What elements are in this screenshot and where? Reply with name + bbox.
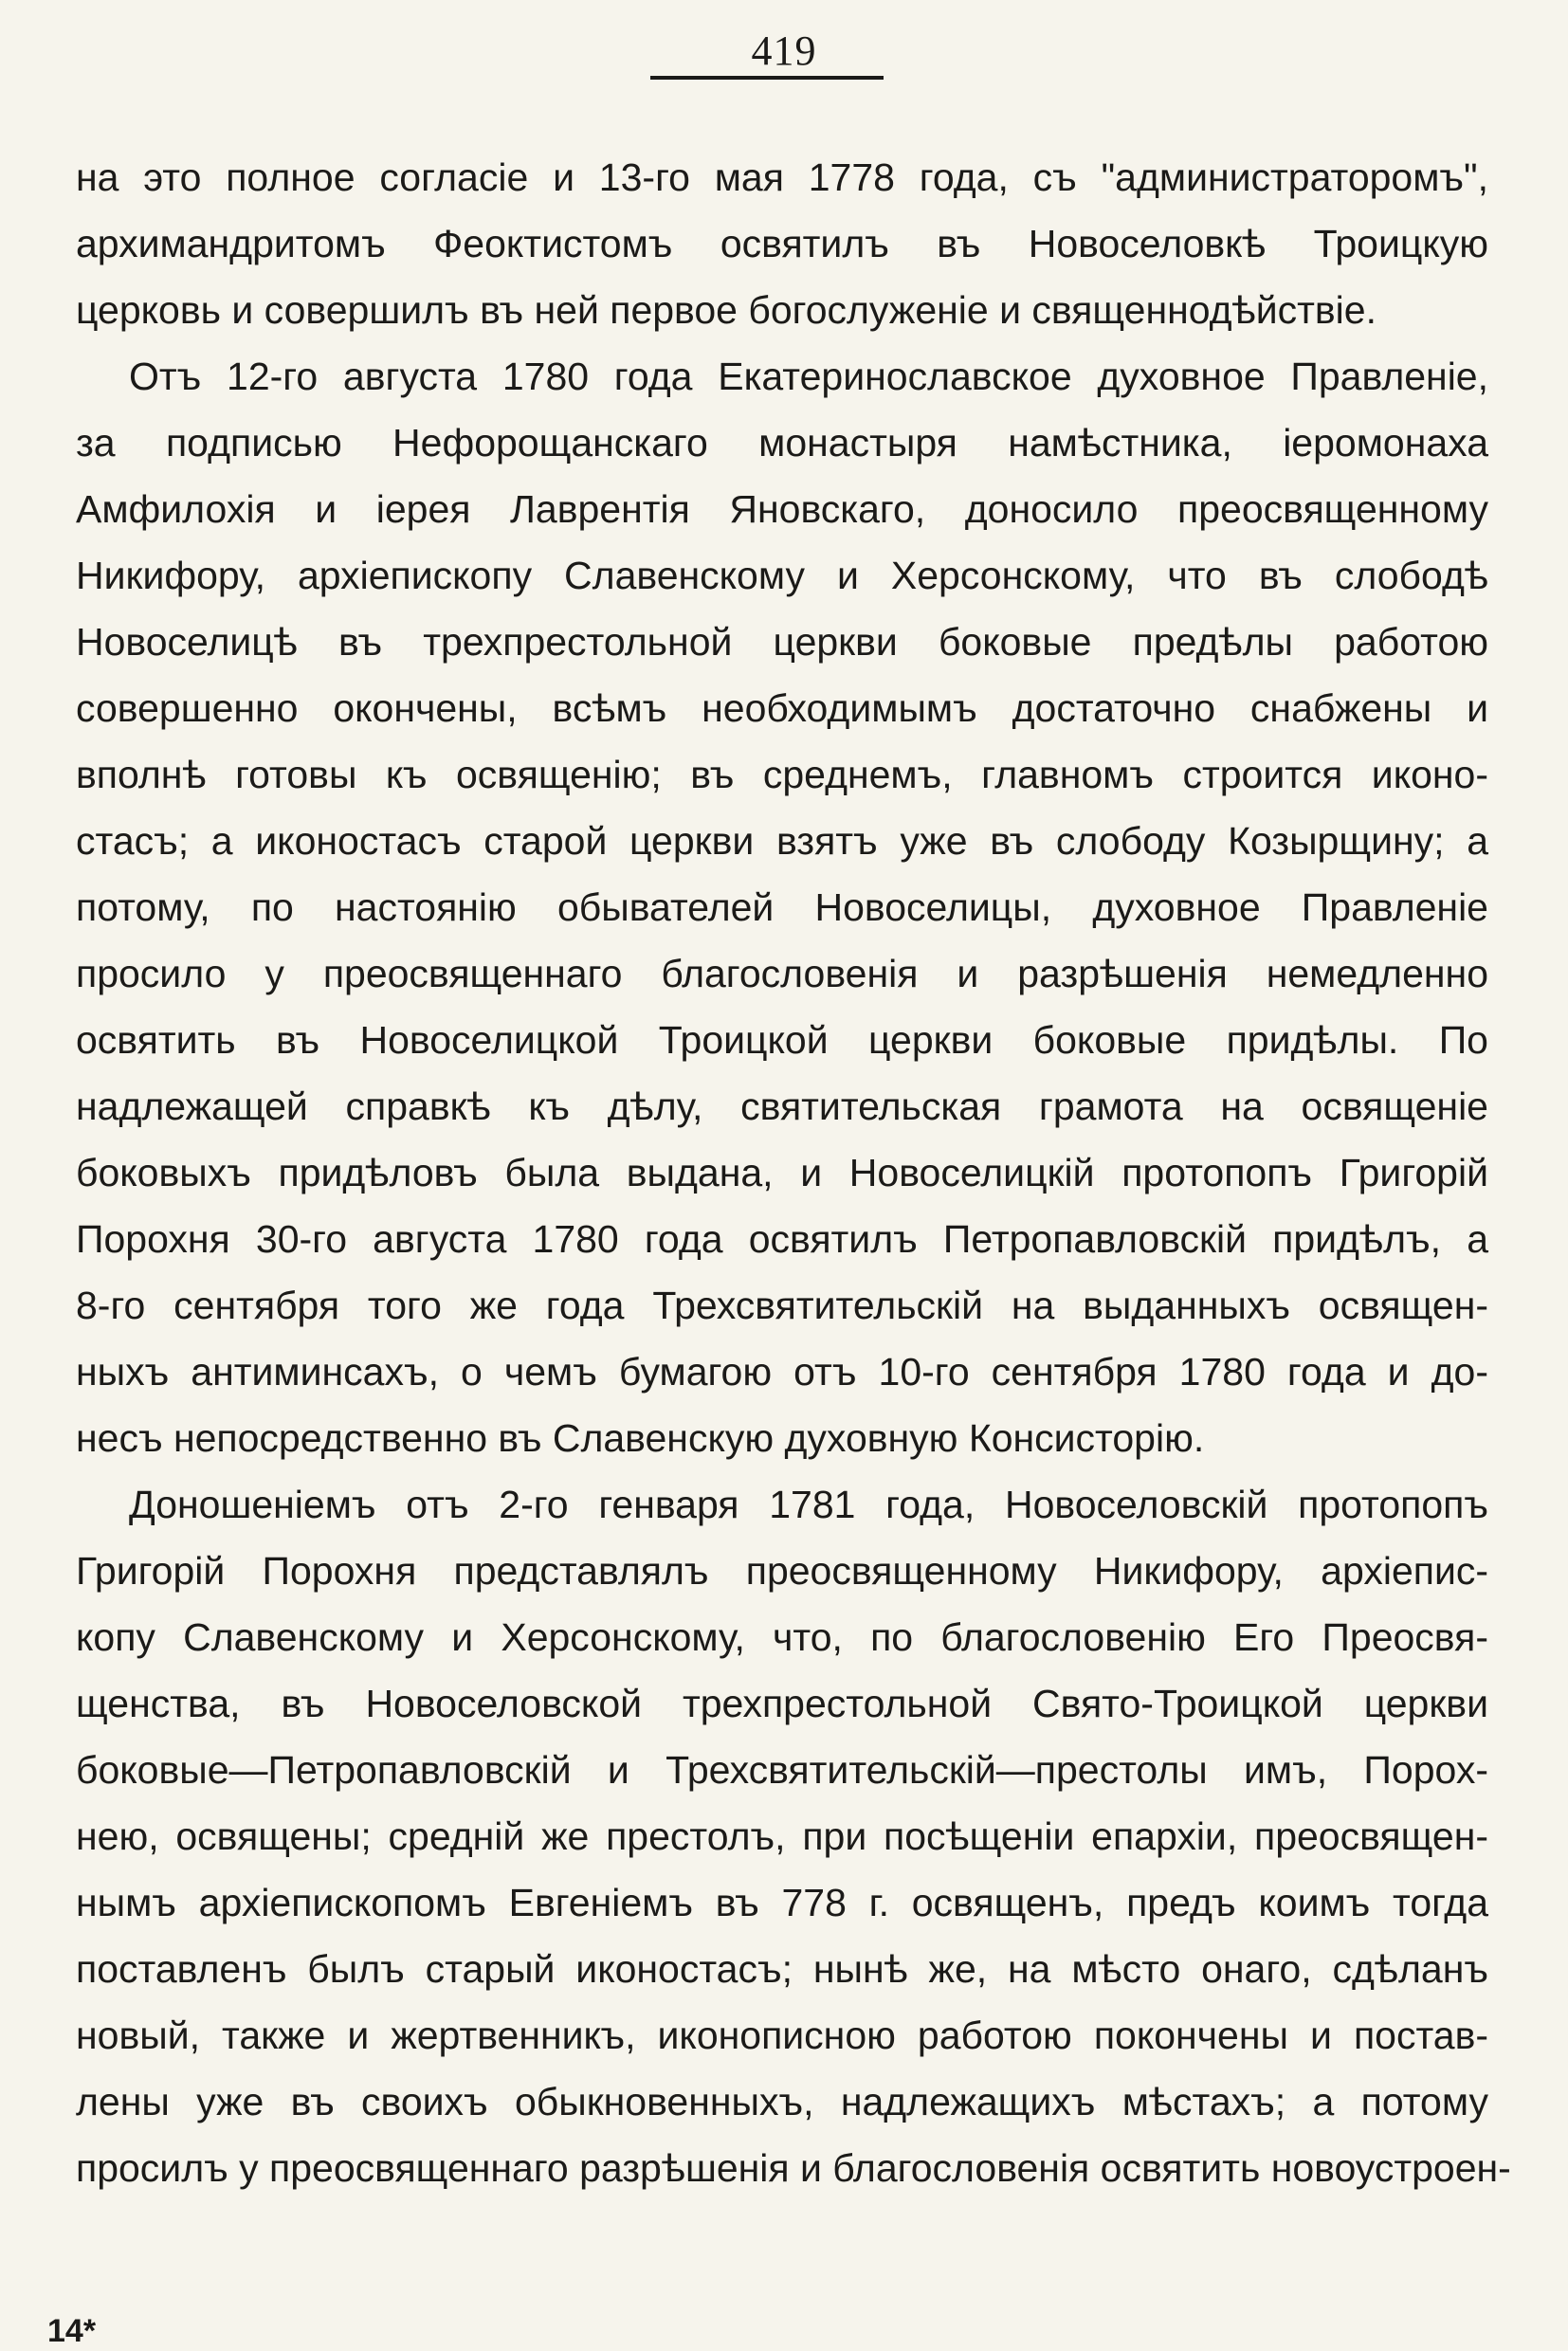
text-line: надлежащей справкѣ къ дѣлу, святительская грамота на освященіе — [76, 1084, 1488, 1128]
text-line: стасъ; а иконостасъ старой церкви взятъ уже въ слободу Козырщину; а — [76, 819, 1488, 863]
text-line: Григорій Порохня представлялъ преосвященному Никифору, архіепис- — [76, 1549, 1488, 1593]
text-line: поставленъ былъ старый иконостасъ; нынѣ же, на мѣсто онаго, сдѣланъ — [76, 1947, 1488, 1991]
text-line: боковые—Петропавловскій и Трехсвятительскій—престолы имъ, Порох- — [76, 1748, 1488, 1792]
body-text — [76, 144, 1511, 2201]
signature-mark: 14* — [47, 2313, 97, 2349]
text-line: несъ непосредственно въ Славенскую духовную Консисторію. — [76, 1416, 1205, 1460]
page-number: 419 — [751, 27, 817, 74]
text-line: просилъ у преосвященнаго разрѣшенія и благословенія освятить новоустроен- — [76, 2146, 1511, 2190]
text-line: совершенно окончены, всѣмъ необходимымъ достаточно снабжены и — [76, 686, 1488, 730]
text-line: 8-го сентября того же года Трехсвятительскій на выданныхъ освящен- — [76, 1284, 1488, 1327]
text-line: Амфилохія и іерея Лаврентія Яновскаго, доносило преосвященному — [76, 487, 1488, 531]
text-line: боковыхъ придѣловъ была выдана, и Новоселицкій протопопъ Григорій — [76, 1151, 1488, 1194]
text-line: нею, освящены; средній же престолъ, при посѣщеніи епархіи, преосвящен- — [76, 1814, 1488, 1858]
text-line: Никифору, архіепископу Славенскому и Херсонскому, что въ слободѣ — [76, 554, 1488, 597]
text-line: церковь и совершилъ въ ней первое богослуженіе и священнодѣйствіе. — [76, 288, 1377, 332]
text-line: освятить въ Новоселицкой Троицкой церкви боковые придѣлы. По — [76, 1018, 1488, 1062]
text-line: нымъ архіепископомъ Евгеніемъ въ 778 г. освященъ, предъ коимъ тогда — [76, 1881, 1488, 1924]
text-line: копу Славенскому и Херсонскому, что, по благословенію Его Преосвя- — [76, 1615, 1488, 1659]
text-line: на это полное согласіе и 13-го мая 1778 года, съ "администраторомъ", — [76, 155, 1488, 199]
text-line: Новоселицѣ въ трехпрестольной церкви боковые предѣлы работою — [76, 620, 1488, 664]
text-line: новый, также и жертвенникъ, иконописною работою покончены и постав- — [76, 2014, 1488, 2057]
text-line: щенства, въ Новоселовской трехпрестольной Свято-Троицкой церкви — [76, 1682, 1488, 1725]
paragraph-start-line: Отъ 12-го августа 1780 года Екатеринославское духовное Правленіе, — [129, 355, 1488, 398]
text-line: за подписью Нефорощанскаго монастыря намѣстника, іеромонаха — [76, 421, 1488, 465]
text-line: потому, по настоянію обывателей Новоселицы, духовное Правленіе — [76, 885, 1488, 929]
text-line: ныхъ антиминсахъ, о чемъ бумагою отъ 10-го сентября 1780 года и до- — [76, 1350, 1488, 1394]
text-line: архимандритомъ Феоктистомъ освятилъ въ Новоселовкѣ Троицкую — [76, 222, 1488, 265]
text-line: Порохня 30-го августа 1780 года освятилъ Петропавловскій придѣлъ, а — [76, 1217, 1488, 1261]
text-line: лены уже въ своихъ обыкновенныхъ, надлежащихъ мѣстахъ; а потому — [76, 2080, 1488, 2123]
paragraph-start-line: Доношеніемъ отъ 2-го генваря 1781 года, Новоселовскій протопопъ — [129, 1483, 1488, 1526]
text-line: просило у преосвященнаго благословенія и разрѣшенія немедленно — [76, 952, 1488, 995]
header-rule — [650, 76, 884, 80]
text-line: вполнѣ готовы къ освященію; въ среднемъ, главномъ строится иконо- — [76, 753, 1488, 796]
